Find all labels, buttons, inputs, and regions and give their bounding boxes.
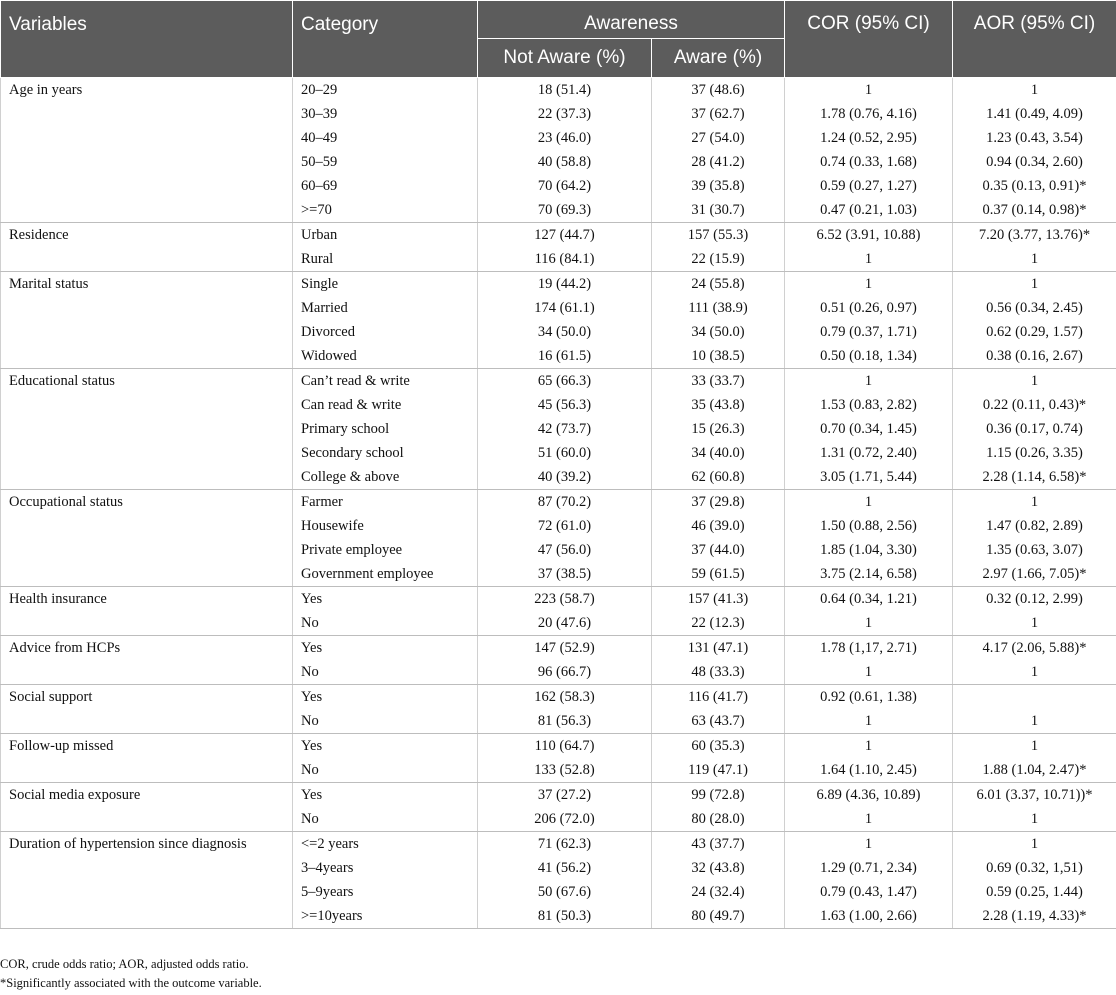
aor-cell: 0.36 (0.17, 0.74) bbox=[953, 417, 1116, 441]
cor-cell: 3.05 (1.71, 5.44) bbox=[785, 465, 953, 490]
aor-cell: 0.56 (0.34, 2.45) bbox=[953, 296, 1116, 320]
aware-cell: 157 (55.3) bbox=[652, 223, 785, 248]
aware-cell: 22 (15.9) bbox=[652, 247, 785, 272]
variable-cell: Health insurance bbox=[1, 587, 293, 636]
aware-cell: 46 (39.0) bbox=[652, 514, 785, 538]
table-row bbox=[1, 636, 1116, 661]
category-cell: No bbox=[293, 660, 478, 685]
aor-cell: 6.01 (3.37, 10.71))* bbox=[953, 783, 1116, 808]
not-aware-cell: 34 (50.0) bbox=[478, 320, 652, 344]
cor-cell: 1 bbox=[785, 709, 953, 734]
cor-cell: 1.53 (0.83, 2.82) bbox=[785, 393, 953, 417]
not-aware-cell: 223 (58.7) bbox=[478, 587, 652, 612]
category-cell: 40–49 bbox=[293, 126, 478, 150]
aware-cell: 24 (32.4) bbox=[652, 880, 785, 904]
cor-cell: 1 bbox=[785, 734, 953, 759]
not-aware-cell: 110 (64.7) bbox=[478, 734, 652, 759]
aware-cell: 37 (62.7) bbox=[652, 102, 785, 126]
table-row bbox=[1, 78, 1116, 103]
aor-cell: 1 bbox=[953, 369, 1116, 394]
category-cell: 20–29 bbox=[293, 78, 478, 103]
aor-cell: 0.22 (0.11, 0.43)* bbox=[953, 393, 1116, 417]
footnote-significance: *Significantly associated with the outcome variable. bbox=[0, 976, 262, 990]
category-cell: Primary school bbox=[293, 417, 478, 441]
table-row bbox=[1, 783, 1116, 808]
aor-cell: 1 bbox=[953, 247, 1116, 272]
category-cell: Private employee bbox=[293, 538, 478, 562]
not-aware-cell: 40 (58.8) bbox=[478, 150, 652, 174]
not-aware-cell: 81 (50.3) bbox=[478, 904, 652, 929]
table-row bbox=[1, 734, 1116, 759]
aor-cell: 1 bbox=[953, 807, 1116, 832]
not-aware-cell: 45 (56.3) bbox=[478, 393, 652, 417]
aor-cell: 1.88 (1.04, 2.47)* bbox=[953, 758, 1116, 783]
category-cell: No bbox=[293, 709, 478, 734]
aor-cell: 0.38 (0.16, 2.67) bbox=[953, 344, 1116, 369]
aware-cell: 62 (60.8) bbox=[652, 465, 785, 490]
variable-cell: Social media exposure bbox=[1, 783, 293, 832]
aware-cell: 22 (12.3) bbox=[652, 611, 785, 636]
cor-cell: 1 bbox=[785, 660, 953, 685]
cor-cell: 0.51 (0.26, 0.97) bbox=[785, 296, 953, 320]
table-row bbox=[1, 832, 1116, 857]
not-aware-cell: 65 (66.3) bbox=[478, 369, 652, 394]
not-aware-cell: 81 (56.3) bbox=[478, 709, 652, 734]
category-cell: 3–4years bbox=[293, 856, 478, 880]
cor-cell: 0.79 (0.43, 1.47) bbox=[785, 880, 953, 904]
category-cell: Can’t read & write bbox=[293, 369, 478, 394]
not-aware-cell: 87 (70.2) bbox=[478, 490, 652, 515]
not-aware-cell: 127 (44.7) bbox=[478, 223, 652, 248]
not-aware-cell: 23 (46.0) bbox=[478, 126, 652, 150]
cor-cell: 1 bbox=[785, 78, 953, 103]
cor-cell: 0.74 (0.33, 1.68) bbox=[785, 150, 953, 174]
aware-cell: 32 (43.8) bbox=[652, 856, 785, 880]
not-aware-cell: 18 (51.4) bbox=[478, 78, 652, 103]
aware-cell: 111 (38.9) bbox=[652, 296, 785, 320]
aor-cell: 2.97 (1.66, 7.05)* bbox=[953, 562, 1116, 587]
aor-cell: 0.32 (0.12, 2.99) bbox=[953, 587, 1116, 612]
not-aware-cell: 50 (67.6) bbox=[478, 880, 652, 904]
aware-cell: 34 (40.0) bbox=[652, 441, 785, 465]
category-cell: >=70 bbox=[293, 198, 478, 223]
category-cell: No bbox=[293, 758, 478, 783]
not-aware-cell: 96 (66.7) bbox=[478, 660, 652, 685]
header-aware: Aware (%) bbox=[652, 39, 785, 78]
aor-cell: 1 bbox=[953, 78, 1116, 103]
aware-cell: 119 (47.1) bbox=[652, 758, 785, 783]
aor-cell: 0.37 (0.14, 0.98)* bbox=[953, 198, 1116, 223]
aware-cell: 80 (49.7) bbox=[652, 904, 785, 929]
not-aware-cell: 16 (61.5) bbox=[478, 344, 652, 369]
aware-cell: 99 (72.8) bbox=[652, 783, 785, 808]
table-header bbox=[1, 1, 1116, 78]
not-aware-cell: 42 (73.7) bbox=[478, 417, 652, 441]
variable-cell: Follow-up missed bbox=[1, 734, 293, 783]
aware-cell: 59 (61.5) bbox=[652, 562, 785, 587]
aor-cell: 2.28 (1.14, 6.58)* bbox=[953, 465, 1116, 490]
cor-cell: 3.75 (2.14, 6.58) bbox=[785, 562, 953, 587]
header-variables: Variables bbox=[1, 1, 293, 78]
cor-cell: 0.92 (0.61, 1.38) bbox=[785, 685, 953, 710]
category-cell: Yes bbox=[293, 587, 478, 612]
not-aware-cell: 206 (72.0) bbox=[478, 807, 652, 832]
cor-cell: 0.70 (0.34, 1.45) bbox=[785, 417, 953, 441]
cor-cell: 1.78 (0.76, 4.16) bbox=[785, 102, 953, 126]
aware-cell: 34 (50.0) bbox=[652, 320, 785, 344]
category-cell: Rural bbox=[293, 247, 478, 272]
aor-cell: 1 bbox=[953, 660, 1116, 685]
not-aware-cell: 72 (61.0) bbox=[478, 514, 652, 538]
category-cell: 30–39 bbox=[293, 102, 478, 126]
aor-cell: 0.94 (0.34, 2.60) bbox=[953, 150, 1116, 174]
header-awareness: Awareness bbox=[478, 1, 785, 39]
category-cell: Urban bbox=[293, 223, 478, 248]
cor-cell: 1 bbox=[785, 272, 953, 297]
not-aware-cell: 147 (52.9) bbox=[478, 636, 652, 661]
cor-cell: 1 bbox=[785, 832, 953, 857]
variable-cell: Social support bbox=[1, 685, 293, 734]
cor-cell: 0.79 (0.37, 1.71) bbox=[785, 320, 953, 344]
aware-cell: 31 (30.7) bbox=[652, 198, 785, 223]
cor-cell: 1.31 (0.72, 2.40) bbox=[785, 441, 953, 465]
aware-cell: 63 (43.7) bbox=[652, 709, 785, 734]
variable-cell: Advice from HCPs bbox=[1, 636, 293, 685]
category-cell: Housewife bbox=[293, 514, 478, 538]
not-aware-cell: 174 (61.1) bbox=[478, 296, 652, 320]
aware-cell: 43 (37.7) bbox=[652, 832, 785, 857]
footnote-abbreviations: COR, crude odds ratio; AOR, adjusted odds ratio. bbox=[0, 957, 249, 971]
header-cor: COR (95% CI) bbox=[785, 1, 953, 78]
aor-cell: 1.15 (0.26, 3.35) bbox=[953, 441, 1116, 465]
variable-cell: Residence bbox=[1, 223, 293, 272]
cor-cell: 1 bbox=[785, 369, 953, 394]
aware-cell: 60 (35.3) bbox=[652, 734, 785, 759]
category-cell: College & above bbox=[293, 465, 478, 490]
cor-cell: 0.64 (0.34, 1.21) bbox=[785, 587, 953, 612]
not-aware-cell: 70 (64.2) bbox=[478, 174, 652, 198]
table-row bbox=[1, 272, 1116, 297]
cor-cell: 1.64 (1.10, 2.45) bbox=[785, 758, 953, 783]
table-row bbox=[1, 587, 1116, 612]
aware-cell: 80 (28.0) bbox=[652, 807, 785, 832]
cor-cell: 1 bbox=[785, 611, 953, 636]
aor-cell: 0.69 (0.32, 1,51) bbox=[953, 856, 1116, 880]
not-aware-cell: 20 (47.6) bbox=[478, 611, 652, 636]
category-cell: Divorced bbox=[293, 320, 478, 344]
category-cell: Single bbox=[293, 272, 478, 297]
not-aware-cell: 37 (38.5) bbox=[478, 562, 652, 587]
cor-cell: 1.29 (0.71, 2.34) bbox=[785, 856, 953, 880]
aor-cell: 1 bbox=[953, 832, 1116, 857]
cor-cell: 6.52 (3.91, 10.88) bbox=[785, 223, 953, 248]
aor-cell: 1.23 (0.43, 3.54) bbox=[953, 126, 1116, 150]
aware-cell: 116 (41.7) bbox=[652, 685, 785, 710]
category-cell: 60–69 bbox=[293, 174, 478, 198]
not-aware-cell: 19 (44.2) bbox=[478, 272, 652, 297]
cor-cell: 1.24 (0.52, 2.95) bbox=[785, 126, 953, 150]
aor-cell: 1 bbox=[953, 490, 1116, 515]
cor-cell: 0.47 (0.21, 1.03) bbox=[785, 198, 953, 223]
variable-cell: Occupational status bbox=[1, 490, 293, 587]
aware-cell: 48 (33.3) bbox=[652, 660, 785, 685]
cor-cell: 0.50 (0.18, 1.34) bbox=[785, 344, 953, 369]
category-cell: Married bbox=[293, 296, 478, 320]
aware-cell: 24 (55.8) bbox=[652, 272, 785, 297]
aware-cell: 33 (33.7) bbox=[652, 369, 785, 394]
not-aware-cell: 133 (52.8) bbox=[478, 758, 652, 783]
aware-cell: 28 (41.2) bbox=[652, 150, 785, 174]
header-aor: AOR (95% CI) bbox=[953, 1, 1116, 78]
category-cell: Widowed bbox=[293, 344, 478, 369]
table-row bbox=[1, 369, 1116, 394]
aor-cell: 0.35 (0.13, 0.91)* bbox=[953, 174, 1116, 198]
cor-cell: 1.85 (1.04, 3.30) bbox=[785, 538, 953, 562]
aor-cell: 1 bbox=[953, 709, 1116, 734]
aor-cell bbox=[953, 685, 1116, 710]
aor-cell: 1 bbox=[953, 272, 1116, 297]
not-aware-cell: 41 (56.2) bbox=[478, 856, 652, 880]
not-aware-cell: 51 (60.0) bbox=[478, 441, 652, 465]
aware-cell: 27 (54.0) bbox=[652, 126, 785, 150]
category-cell: <=2 years bbox=[293, 832, 478, 857]
aware-cell: 35 (43.8) bbox=[652, 393, 785, 417]
aware-cell: 37 (48.6) bbox=[652, 78, 785, 103]
variable-cell: Duration of hypertension since diagnosis bbox=[1, 832, 293, 929]
category-cell: Secondary school bbox=[293, 441, 478, 465]
aor-cell: 1.47 (0.82, 2.89) bbox=[953, 514, 1116, 538]
not-aware-cell: 162 (58.3) bbox=[478, 685, 652, 710]
not-aware-cell: 71 (62.3) bbox=[478, 832, 652, 857]
aor-cell: 0.59 (0.25, 1.44) bbox=[953, 880, 1116, 904]
category-cell: Yes bbox=[293, 636, 478, 661]
category-cell: Yes bbox=[293, 685, 478, 710]
aware-cell: 157 (41.3) bbox=[652, 587, 785, 612]
variable-cell: Age in years bbox=[1, 78, 293, 223]
aware-cell: 15 (26.3) bbox=[652, 417, 785, 441]
category-cell: Yes bbox=[293, 783, 478, 808]
category-cell: 50–59 bbox=[293, 150, 478, 174]
cor-cell: 1 bbox=[785, 490, 953, 515]
aor-cell: 4.17 (2.06, 5.88)* bbox=[953, 636, 1116, 661]
aor-cell: 1.35 (0.63, 3.07) bbox=[953, 538, 1116, 562]
variable-cell: Educational status bbox=[1, 369, 293, 490]
aor-cell: 1.41 (0.49, 4.09) bbox=[953, 102, 1116, 126]
table-row bbox=[1, 685, 1116, 710]
table-row bbox=[1, 223, 1116, 248]
aor-cell: 2.28 (1.19, 4.33)* bbox=[953, 904, 1116, 929]
not-aware-cell: 22 (37.3) bbox=[478, 102, 652, 126]
aware-cell: 131 (47.1) bbox=[652, 636, 785, 661]
aor-cell: 0.62 (0.29, 1.57) bbox=[953, 320, 1116, 344]
category-cell: No bbox=[293, 807, 478, 832]
not-aware-cell: 116 (84.1) bbox=[478, 247, 652, 272]
category-cell: Farmer bbox=[293, 490, 478, 515]
aware-cell: 37 (29.8) bbox=[652, 490, 785, 515]
aor-cell: 1 bbox=[953, 611, 1116, 636]
aware-cell: 10 (38.5) bbox=[652, 344, 785, 369]
table-body bbox=[1, 78, 1116, 929]
header-not-aware: Not Aware (%) bbox=[478, 39, 652, 78]
not-aware-cell: 37 (27.2) bbox=[478, 783, 652, 808]
not-aware-cell: 40 (39.2) bbox=[478, 465, 652, 490]
cor-cell: 6.89 (4.36, 10.89) bbox=[785, 783, 953, 808]
cor-cell: 1.63 (1.00, 2.66) bbox=[785, 904, 953, 929]
cor-cell: 1 bbox=[785, 807, 953, 832]
not-aware-cell: 47 (56.0) bbox=[478, 538, 652, 562]
table-row bbox=[1, 490, 1116, 515]
category-cell: Government employee bbox=[293, 562, 478, 587]
category-cell: Can read & write bbox=[293, 393, 478, 417]
category-cell: 5–9years bbox=[293, 880, 478, 904]
header-category: Category bbox=[293, 1, 478, 78]
category-cell: No bbox=[293, 611, 478, 636]
aor-cell: 7.20 (3.77, 13.76)* bbox=[953, 223, 1116, 248]
category-cell: Yes bbox=[293, 734, 478, 759]
aware-cell: 39 (35.8) bbox=[652, 174, 785, 198]
category-cell: >=10years bbox=[293, 904, 478, 929]
aor-cell: 1 bbox=[953, 734, 1116, 759]
cor-cell: 0.59 (0.27, 1.27) bbox=[785, 174, 953, 198]
variable-cell: Marital status bbox=[1, 272, 293, 369]
cor-cell: 1.50 (0.88, 2.56) bbox=[785, 514, 953, 538]
aware-cell: 37 (44.0) bbox=[652, 538, 785, 562]
not-aware-cell: 70 (69.3) bbox=[478, 198, 652, 223]
cor-cell: 1 bbox=[785, 247, 953, 272]
cor-cell: 1.78 (1,17, 2.71) bbox=[785, 636, 953, 661]
